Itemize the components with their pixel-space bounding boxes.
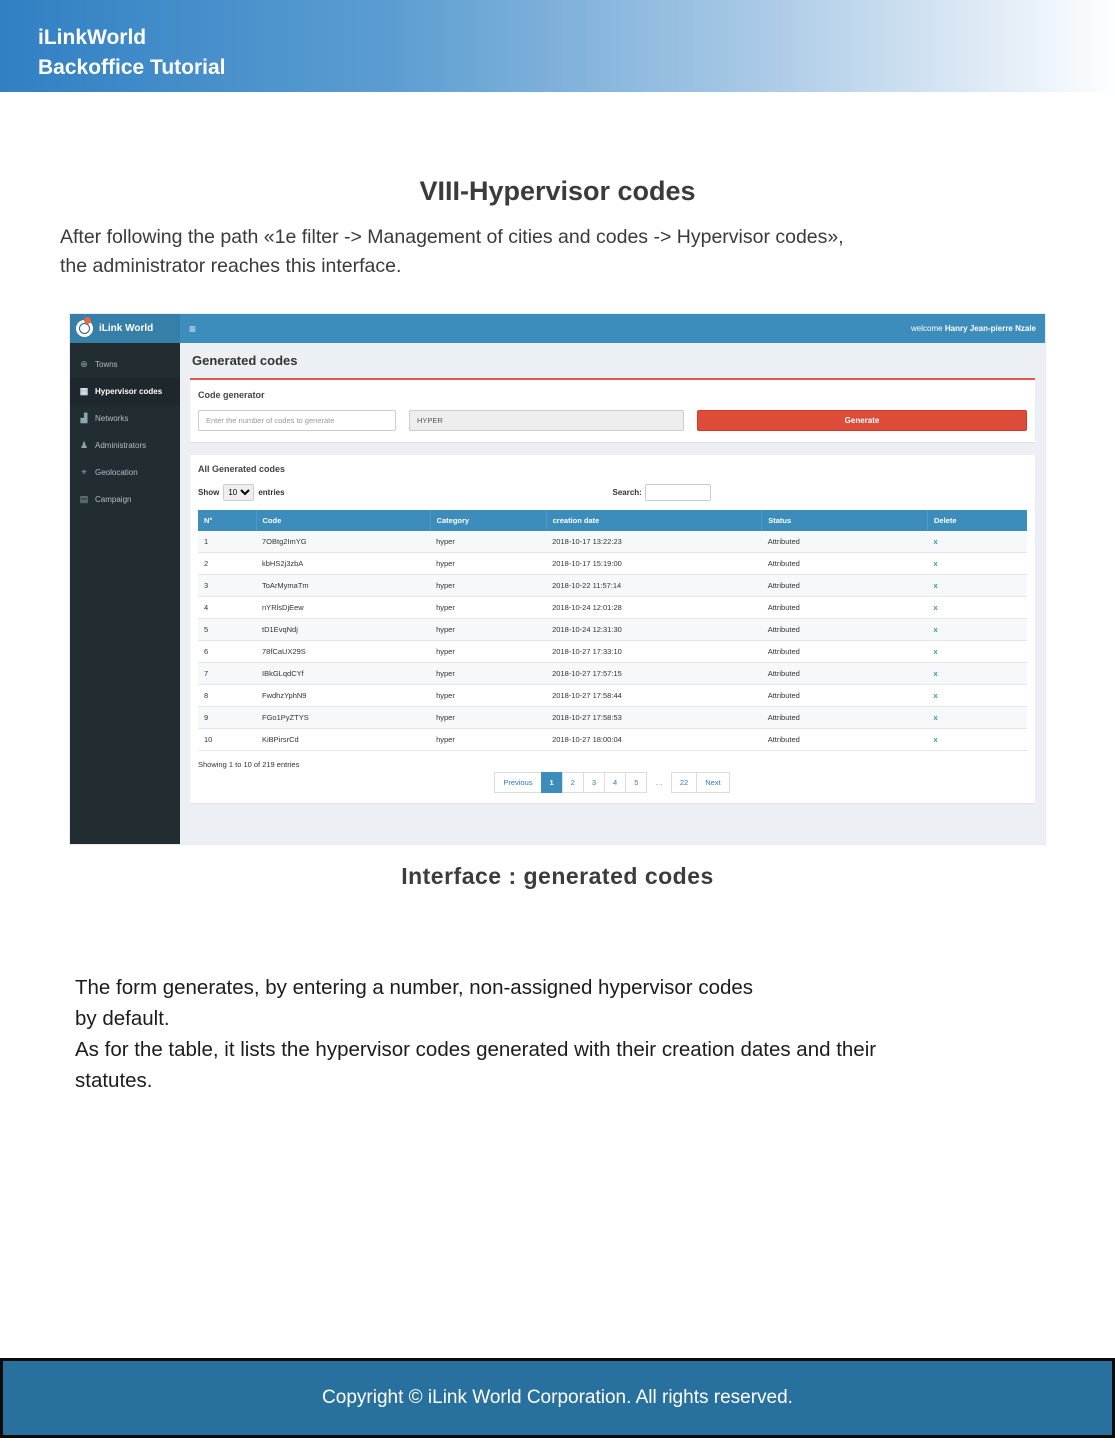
pagination-3[interactable]: 3 [583, 772, 605, 793]
hamburger-menu-icon[interactable]: ≡ [189, 321, 197, 336]
show-label: Show [198, 488, 220, 497]
cell-status: Attributed [762, 641, 928, 663]
table-summary: Showing 1 to 10 of 219 entries [198, 760, 300, 769]
generator-panel-title: Code generator [198, 390, 265, 400]
cell-category: hyper [430, 729, 546, 751]
pagination-previous[interactable]: Previous [494, 772, 541, 793]
cell-status: Attributed [762, 619, 928, 641]
cell-code: nYRlsDjEew [256, 597, 430, 619]
app-logo[interactable] [70, 314, 180, 343]
cell-category: hyper [430, 531, 546, 553]
cell-creation-date: 2018-10-24 12:31:30 [546, 619, 762, 641]
cell-code: IBkGLqdCYf [256, 663, 430, 685]
pagination-4[interactable]: 4 [604, 772, 626, 793]
cell-code: ToArMymaTm [256, 575, 430, 597]
banner-line2: Backoffice Tutorial [38, 56, 226, 79]
delete-code-button[interactable]: x [933, 581, 938, 590]
table-row [198, 729, 1027, 751]
app-navbar [180, 314, 1045, 343]
tutorial-banner [0, 0, 1115, 92]
sidebar-item-label: Campaign [95, 495, 132, 504]
welcome-text[interactable]: welcome Hanry Jean-pierre Nzale [911, 324, 1036, 333]
cell-status: Attributed [762, 663, 928, 685]
table-row [198, 553, 1027, 575]
cell-status: Attributed [762, 553, 928, 575]
cell-n: 4 [198, 597, 256, 619]
column-header-category[interactable]: Category [430, 510, 546, 531]
brand-name: iLink World [99, 323, 154, 334]
search-input[interactable] [645, 484, 711, 501]
copyright-footer [0, 1358, 1115, 1438]
cell-status: Attributed [762, 685, 928, 707]
cell-n: 5 [198, 619, 256, 641]
table-row [198, 597, 1027, 619]
pagination-next[interactable]: Next [696, 772, 729, 793]
banner-line1: iLinkWorld [38, 26, 147, 49]
cell-creation-date: 2018-10-22 11:57:14 [546, 575, 762, 597]
cell-code: KiBPirsrCd [256, 729, 430, 751]
cell-creation-date: 2018-10-27 17:58:53 [546, 707, 762, 729]
column-header-creation-date[interactable]: creation date [546, 510, 762, 531]
table-row [198, 707, 1027, 729]
cell-category: hyper [430, 663, 546, 685]
sidebar-item-networks[interactable] [70, 405, 180, 432]
delete-code-button[interactable]: x [933, 691, 938, 700]
map-pin-icon [84, 317, 91, 324]
main-content [180, 343, 1045, 844]
table-row [198, 663, 1027, 685]
table-row [198, 619, 1027, 641]
cell-creation-date: 2018-10-27 17:58:44 [546, 685, 762, 707]
table-row [198, 531, 1027, 553]
body-paragraph [75, 972, 1115, 1096]
cell-code: FwdhzYphN9 [256, 685, 430, 707]
cell-creation-date: 2018-10-27 18:00:04 [546, 729, 762, 751]
cell-n: 3 [198, 575, 256, 597]
cell-n: 10 [198, 729, 256, 751]
entries-label: entries [258, 488, 285, 497]
pagination-ellipsis: … [655, 778, 663, 787]
cell-category: hyper [430, 707, 546, 729]
cell-status: Attributed [762, 597, 928, 619]
sidebar-item-geolocation[interactable] [70, 459, 180, 486]
user-name: Hanry Jean-pierre Nzale [944, 324, 1036, 333]
cell-category: hyper [430, 619, 546, 641]
cell-category: hyper [430, 553, 546, 575]
cell-code: FGo1PyZTYS [256, 707, 430, 729]
cell-creation-date: 2018-10-17 15:19:00 [546, 553, 762, 575]
cell-n: 2 [198, 553, 256, 575]
cell-status: Attributed [762, 575, 928, 597]
cell-code: 7OBtg2ImYG [256, 531, 430, 553]
body-paragraph-line: by default. [75, 1007, 170, 1030]
sidebar [70, 343, 180, 844]
delete-code-button[interactable]: x [933, 735, 938, 744]
figure-caption: Interface : generated codes [401, 863, 714, 889]
sidebar-item-label: Administrators [95, 441, 147, 450]
cell-status: Attributed [762, 729, 928, 751]
cell-category: hyper [430, 597, 546, 619]
page-size-select[interactable] [223, 484, 254, 501]
body-paragraph-line: The form generates, by entering a number, non-assigned hypervisor codes [75, 976, 754, 999]
delete-code-button[interactable]: x [933, 537, 938, 546]
column-header-delete[interactable]: Delete [927, 510, 1027, 531]
generated-codes-table [198, 510, 1027, 751]
pagination-5[interactable]: 5 [625, 772, 647, 793]
cell-code: kbHS2j3zbA [256, 553, 430, 575]
table-icon: ▤ [79, 494, 89, 504]
grid-icon: ▦ [79, 386, 89, 396]
table-panel-title: All Generated codes [198, 464, 286, 474]
cell-n: 7 [198, 663, 256, 685]
table-row [198, 641, 1027, 663]
table-controls [198, 484, 1027, 510]
app-topbar [70, 314, 1045, 343]
sidebar-item-administrators[interactable] [70, 432, 180, 459]
sidebar-item-label: Geolocation [95, 468, 138, 477]
cell-n: 9 [198, 707, 256, 729]
sidebar-item-label: Towns [95, 360, 118, 369]
category-field [409, 410, 684, 431]
pin-icon: ⌖ [81, 467, 87, 477]
content-heading: Generated codes [192, 353, 298, 368]
intro-line2: the administrator reaches this interface. [60, 254, 402, 277]
cell-n: 1 [198, 531, 256, 553]
column-header-code[interactable]: Code [256, 510, 430, 531]
cell-n: 6 [198, 641, 256, 663]
copyright-text: Copyright © iLink World Corporation. All rights reserved. [322, 1387, 793, 1408]
body-paragraph-line: statutes. [75, 1069, 153, 1092]
cell-creation-date: 2018-10-27 17:57:15 [546, 663, 762, 685]
chart-icon: ▟ [80, 413, 88, 423]
pagination-22[interactable]: 22 [671, 772, 697, 793]
delete-code-button[interactable]: x [933, 713, 938, 722]
generated-codes-panel [190, 455, 1035, 803]
sidebar-item-label: Hypervisor codes [95, 387, 163, 396]
body-paragraph-line: As for the table, it lists the hypervisor codes generated with their creation dates and their [75, 1038, 877, 1061]
pagination-2[interactable]: 2 [562, 772, 584, 793]
cell-code: tD1EvqNdj [256, 619, 430, 641]
cell-category: hyper [430, 685, 546, 707]
sidebar-item-label: Networks [95, 414, 129, 423]
sidebar-item-hypervisor-codes[interactable] [70, 378, 180, 405]
delete-code-button[interactable]: x [933, 559, 938, 568]
table-row [198, 575, 1027, 597]
search-label: Search: [612, 488, 642, 497]
sidebar-item-campaign[interactable] [70, 486, 180, 513]
table-row [198, 685, 1027, 707]
cell-category: hyper [430, 641, 546, 663]
user-icon: ♟ [79, 440, 89, 450]
cell-n: 8 [198, 685, 256, 707]
pagination [198, 772, 1027, 793]
generate-button[interactable]: Generate [697, 410, 1027, 431]
pagination-1[interactable]: 1 [541, 772, 563, 793]
column-header-status[interactable]: Status [762, 510, 928, 531]
cell-status: Attributed [762, 531, 928, 553]
sidebar-item-towns[interactable] [70, 351, 180, 378]
codes-number-input[interactable] [198, 410, 396, 431]
page-title: VIII-Hypervisor codes [419, 176, 696, 206]
cell-creation-date: 2018-10-17 13:22:23 [546, 531, 762, 553]
cell-creation-date: 2018-10-27 17:33:10 [546, 641, 762, 663]
delete-code-button[interactable]: x [933, 603, 938, 612]
intro-line1: After following the path «1e filter -> Management of cities and codes -> Hypervisor codes», [60, 226, 844, 248]
cell-category: hyper [430, 575, 546, 597]
delete-code-button[interactable]: x [933, 669, 938, 678]
globe-icon: ⊕ [80, 359, 88, 369]
cell-creation-date: 2018-10-24 12:01:28 [546, 597, 762, 619]
app-screenshot [70, 314, 1045, 844]
cell-code: 78fCaUX29S [256, 641, 430, 663]
code-generator-panel [190, 378, 1035, 442]
column-header-n[interactable]: N° [198, 510, 256, 531]
globe-logo-icon [76, 320, 93, 337]
delete-code-button[interactable]: x [933, 625, 938, 634]
delete-code-button[interactable]: x [933, 647, 938, 656]
cell-status: Attributed [762, 707, 928, 729]
intro-paragraph [60, 223, 1115, 280]
search-control [613, 484, 711, 501]
